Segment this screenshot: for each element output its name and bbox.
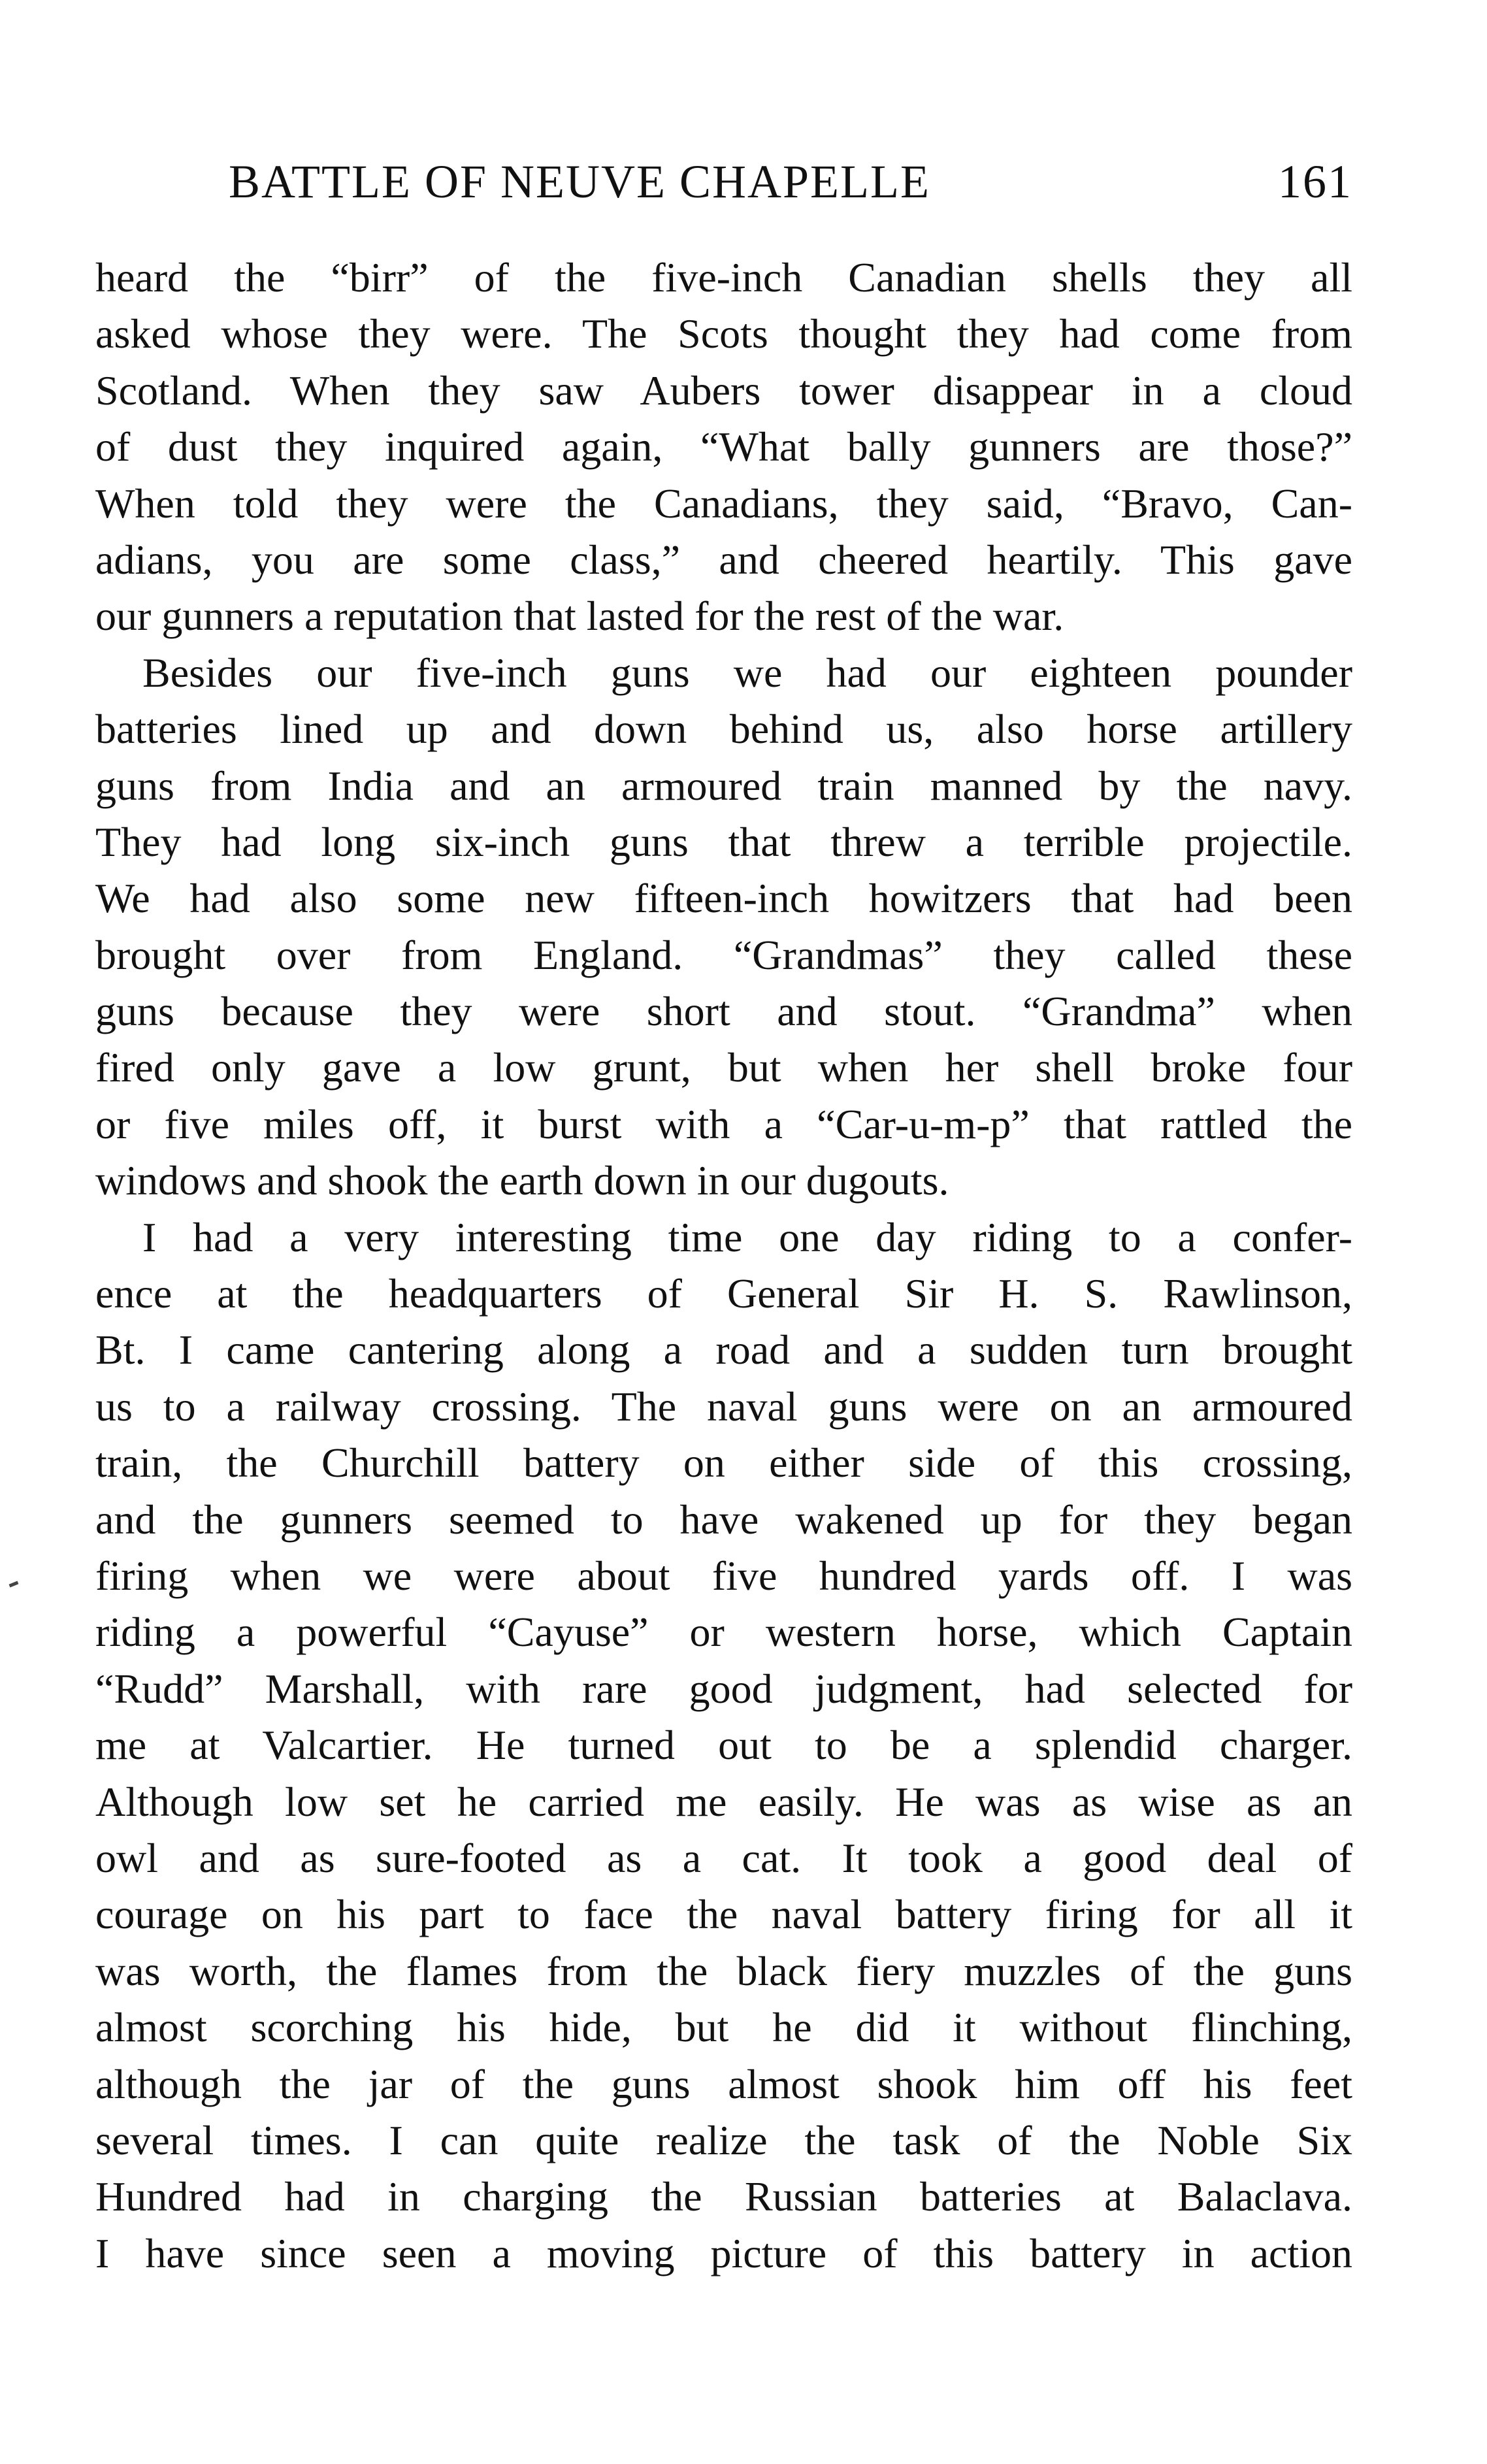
text-line: us to a railway crossing. The naval guns were on an armoured [95,1383,1352,1430]
text-line: although the jar of the guns almost shook him off his feet [95,2060,1352,2107]
text-line: and the gunners seemed to have wakened up for they began [95,1496,1352,1543]
text-line: was worth, the flames from the black fiery muzzles of the guns [95,1947,1352,1994]
margin-mark [9,1581,19,1588]
text-line: or five miles off, it burst with a “Car-u-m-p” that rattled the [95,1100,1352,1147]
text-line: firing when we were about five hundred yards off. I was [95,1552,1352,1599]
text-line: owl and as sure-footed as a cat. It took a good deal of [95,1834,1352,1881]
text-line: batteries lined up and down behind us, also horse artillery [95,706,1352,753]
text-line: When told they were the Canadians, they said, “Bravo, Can- [95,480,1352,527]
text-line: several times. I can quite realize the task of the Noble Six [95,2116,1352,2163]
text-line: “Rudd” Marshall, with rare good judgment, had selected for [95,1665,1352,1712]
text-line: Bt. I came cantering along a road and a sudden turn brought [95,1326,1352,1373]
text-line: of dust they inquired again, “What bally gunners are those?” [95,423,1352,470]
text-line: Hundred had in charging the Russian batteries at Balaclava. [95,2173,1352,2220]
body-text [95,250,1352,2282]
text-line: adians, you are some class,” and cheered heartily. This gave [95,536,1352,583]
text-line: We had also some new fifteen-inch howitzers that had been [95,875,1352,922]
text-line: guns from India and an armoured train manned by the navy. [95,762,1352,809]
text-line: heard the “birr” of the five-inch Canadian shells they all [95,254,1352,301]
text-line: ence at the headquarters of General Sir H. S. Rawlinson, [95,1270,1352,1317]
page-number: 161 [1278,156,1352,208]
text-line: our gunners a reputation that lasted for the rest of the war. [95,593,1064,640]
text-line: I have since seen a moving picture of this battery in action [95,2229,1352,2276]
text-line: brought over from England. “Grandmas” they called these [95,931,1352,978]
running-head [95,149,1352,214]
text-line: fired only gave a low grunt, but when her shell broke four [95,1044,1352,1091]
text-line: Although low set he carried me easily. He was as wise as an [95,1778,1352,1825]
text-line: I had a very interesting time one day riding to a confer- [142,1213,1352,1260]
text-line: Besides our five-inch guns we had our eighteen pounder [142,649,1352,696]
running-title: BATTLE OF NEUVE CHAPELLE [229,156,930,208]
text-line: me at Valcartier. He turned out to be a splendid charger. [95,1722,1352,1769]
text-line: They had long six-inch guns that threw a terrible projectile. [95,818,1352,865]
text-line: Scotland. When they saw Aubers tower disappear in a cloud [95,367,1352,414]
text-line: train, the Churchill battery on either side of this crossing, [95,1439,1352,1487]
text-line: guns because they were short and stout. “Grandma” when [95,988,1352,1035]
text-line: windows and shook the earth down in our dugouts. [95,1157,949,1204]
text-line: riding a powerful “Cayuse” or western horse, which Captain [95,1609,1352,1656]
text-line: courage on his part to face the naval battery firing for all it [95,1891,1352,1938]
text-line: asked whose they were. The Scots thought they had come from [95,310,1352,357]
text-line: almost scorching his hide, but he did it without flinching, [95,2004,1352,2051]
